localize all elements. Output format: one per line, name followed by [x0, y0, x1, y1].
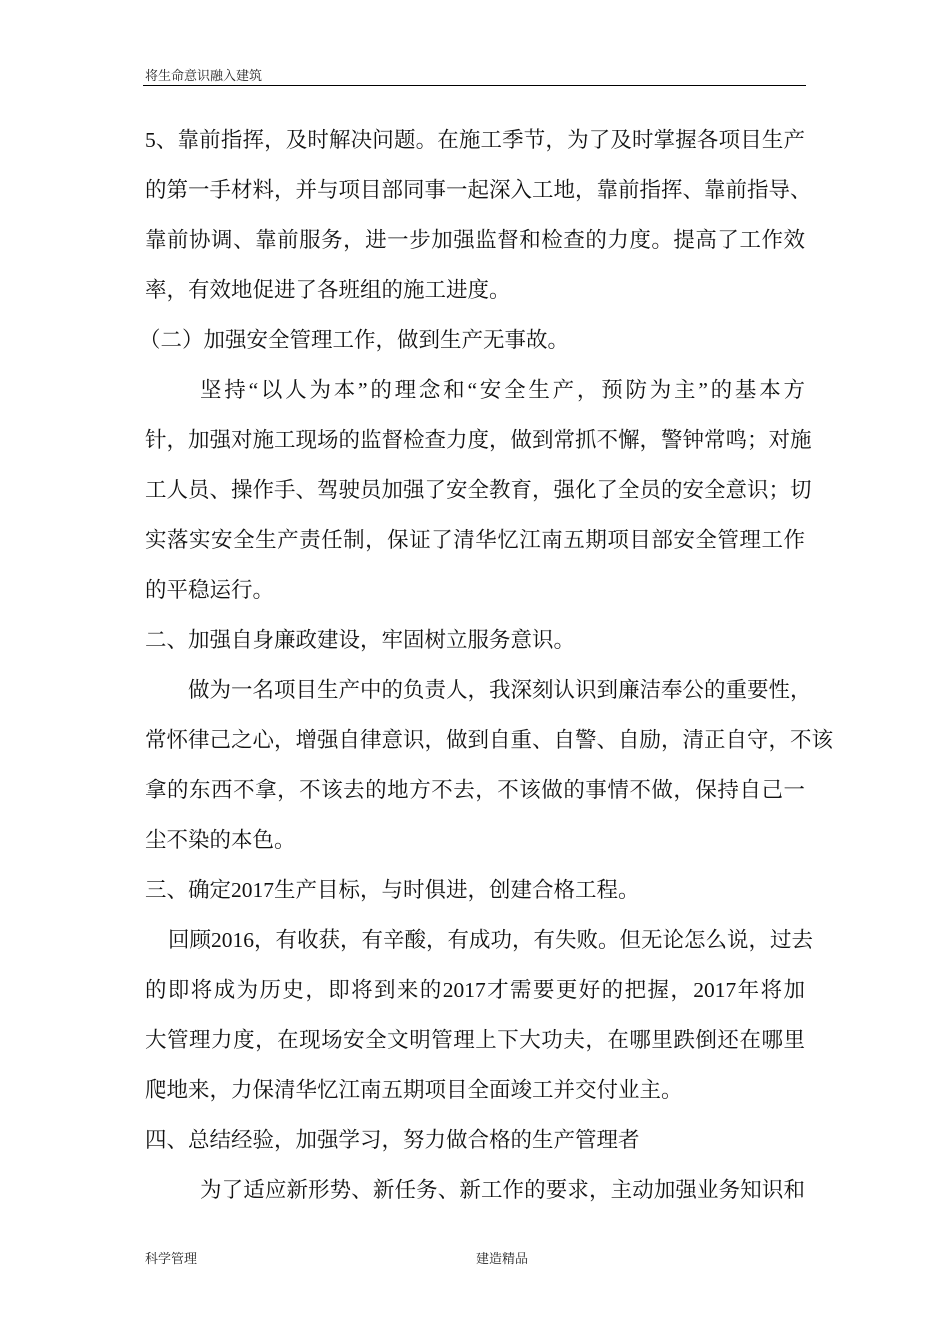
text-line: 靠前协调、靠前服务，进一步加强监督和检查的力度。提高了工作效 [145, 228, 805, 252]
text-line: 工人员、操作手、驾驶员加强了安全教育，强化了全员的安全意识；切 [145, 478, 812, 502]
text-line: 做为一名项目生产中的负责人，我深刻认识到廉洁奉公的重要性， [188, 678, 812, 702]
text-line: 的即将成为历史，即将到来的2017才需要更好的把握，2017年将加 [145, 978, 805, 1002]
section-heading: 四、总结经验，加强学习，努力做合格的生产管理者 [145, 1128, 640, 1152]
text-line: 针，加强对施工现场的监督检查力度，做到常抓不懈，警钟常鸣；对施 [145, 428, 812, 452]
text-line: 大管理力度，在现场安全文明管理上下大功夫，在哪里跌倒还在哪里 [145, 1028, 805, 1052]
text-line: 爬地来，力保清华忆江南五期项目全面竣工并交付业主。 [145, 1078, 683, 1102]
page-header-title: 将生命意识融入建筑 [145, 68, 263, 83]
text-line: 为了适应新形势、新任务、新工作的要求，主动加强业务知识和 [200, 1178, 805, 1202]
header-rule [143, 85, 806, 86]
text-line: 尘不染的本色。 [145, 828, 296, 852]
section-heading: 二、加强自身廉政建设，牢固树立服务意识。 [145, 628, 576, 652]
section-heading: 三、确定2017生产目标，与时俱进，创建合格工程。 [145, 878, 640, 902]
text-line: 5、靠前指挥，及时解决问题。在施工季节，为了及时掌握各项目生产 [145, 128, 805, 152]
document-body [139, 115, 834, 1215]
text-line: 回顾2016，有收获，有辛酸，有成功，有失败。但无论怎么说，过去 [168, 928, 814, 952]
footer-center: 建造精品 [476, 1251, 529, 1266]
text-line: 的平稳运行。 [145, 578, 275, 602]
text-line: 的第一手材料，并与项目部同事一起深入工地，靠前指挥、靠前指导、 [145, 178, 812, 202]
text-line: 常怀律己之心，增强自律意识，做到自重、自警、自励，清正自守，不该 [145, 728, 834, 752]
section-heading: （二）加强安全管理工作，做到生产无事故。 [139, 328, 570, 352]
text-line: 实落实安全生产责任制，保证了清华忆江南五期项目部安全管理工作 [145, 528, 805, 552]
footer-left: 科学管理 [145, 1251, 198, 1266]
text-line: 拿的东西不拿，不该去的地方不去，不该做的事情不做，保持自己一 [145, 778, 805, 802]
text-line: 率，有效地促进了各班组的施工进度。 [145, 278, 511, 302]
text-line: 坚持“以人为本”的理念和“安全生产，预防为主”的基本方 [200, 378, 805, 402]
